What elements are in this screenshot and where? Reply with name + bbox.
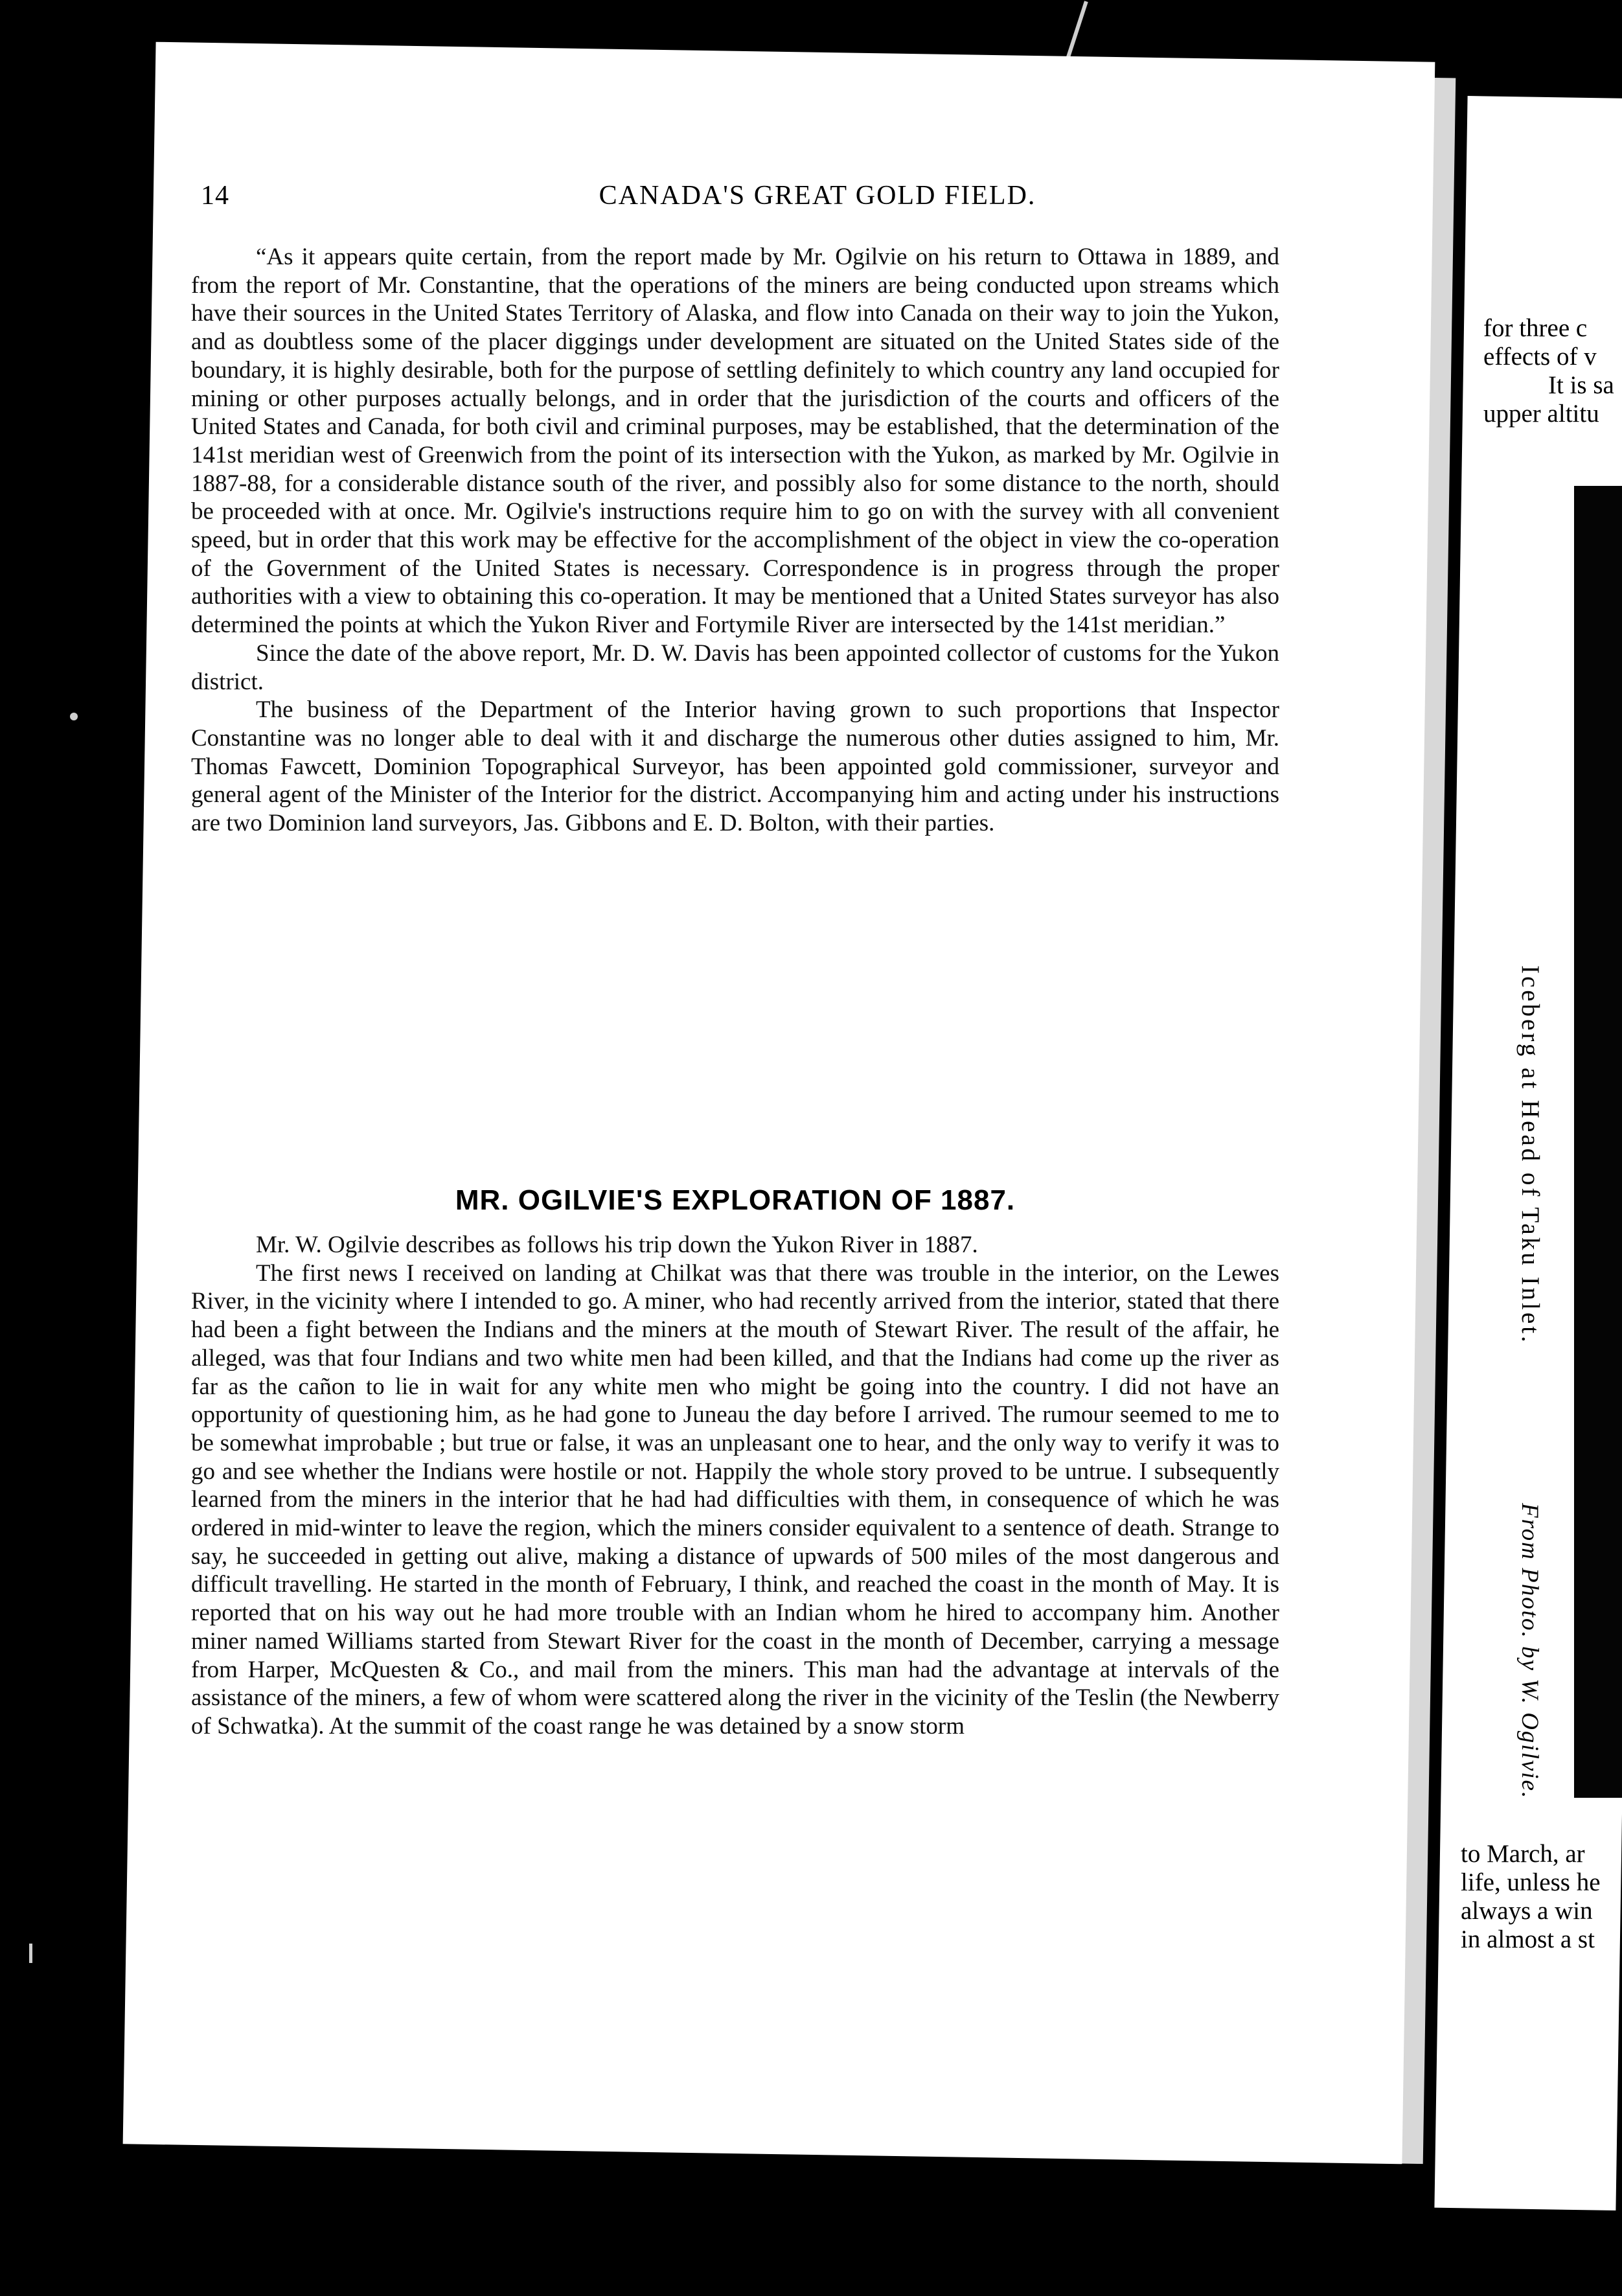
body-text-bottom (191, 1231, 1279, 1741)
scan-artifact-left-bottom (29, 1944, 32, 1963)
right-bottom-line: in almost a st (1461, 1925, 1595, 1953)
right-top-line: for three c (1483, 314, 1588, 342)
section-heading: MR. OGILVIE'S EXPLORATION OF 1887. (455, 1184, 1016, 1216)
photo-caption: Iceberg at Head of Taku Inlet. (1516, 965, 1544, 1345)
running-title: CANADA'S GREAT GOLD FIELD. (599, 181, 1036, 211)
right-bottom-line: always a win (1461, 1897, 1593, 1925)
paragraph-report-quote: “As it appears quite certain, from the report made by Mr. Ogilvie on his return to Ottawa in 1889, and from the report of Mr. Constantine, that the operations of the miners are being conducted upon streams which have their sources in the United States Territory of Alaska, and flow into Canada on their way to join the Yukon, and as doubtless some of the placer diggings under development are situated on the United States side of the boundary, it is highly desirable, both for the purpose of settling definitely to which country any land occupied for mining or other purposes actually belongs, and in order that the jurisdiction of the courts and officers of the United States and Canada, for both civil and criminal purposes, may be established, that the determination of the 141st meridian west of Greenwich from the point of its intersection with the Yukon, as marked by Mr. Ogilvie in 1887-88, for a considerable distance south of the river, and possibly also for some distance to the north, should be proceeded with at once. Mr. Ogilvie's instructions require him to go on with the survey with all convenient speed, but in order that this work may be effective for the accomplishment of the object in view the co-operation of the Government of the United States is necessary. Correspondence is in progress through the proper authorities with a view to obtaining this co-operation. It may be mentioned that a United States surveyor has also determined the points at which the Yukon River and Fortymile River are intersected by the 141st meridian.” (191, 244, 1279, 639)
paragraph-davis: Since the date of the above report, Mr. D. W. Davis has been appointed collector of customs for the Yukon district. (191, 639, 1279, 695)
right-top-line: upper altitu (1483, 400, 1599, 428)
photo-plate (1574, 486, 1622, 1798)
right-top-line: It is sa (1548, 371, 1614, 399)
right-top-line: effects of v (1483, 343, 1597, 371)
right-bottom-line: to March, ar (1461, 1840, 1585, 1868)
paragraph-chilkat: The first news I received on landing at Chilkat was that there was trouble in the interior, on the Lewes River, in the vicinity where I intended to go. A miner, who had recently arrived from the interior, stated that there had been a fight between the Indians and the miners at the mouth of Stewart River. The result of the affair, he alleged, was that four Indians and two white men had been killed, and that the Indians had come up the river as far as the cañon to lie in wait for any white men who might be going into the country. I did not have an opportunity of questioning him, as he had gone to Juneau the day before I arrived. The rumour seemed to me to be somewhat improbable ; but true or false, it was an unpleasant one to hear, and the only way to verify it was to go and see whether the Indians were hostile or not. Happily the whole story proved to be untrue. I subsequently learned from the miners in the interior that he had had difficulties with them, in consequence of which he was ordered in mid-winter to leave the region, which the miners consider equivalent to a sentence of death. Strange to say, he succeeded in getting out alive, making a distance of upwards of 500 miles of the most dangerous and difficult travelling. He started in the month of February, I think, and reached the coast in the month of May. It is reported that on his way out he had more trouble with an Indian whom he hired to accompany him. Another miner named Williams started from Stewart River for the coast in the month of December, carrying a message from Harper, McQuesten & Co., and mail from the miners. This man had the advantage at intervals of the assistance of the miners, a few of whom were scattered along the river in the vicinity of the Teslin (the Newberry of Schwatka). At the summit of the coast range he was detained by a snow storm (191, 1259, 1279, 1739)
scan-artifact-left (70, 713, 78, 720)
right-page-bottom-text (1461, 1840, 1622, 1954)
right-page-top-text (1483, 314, 1622, 428)
page-number: 14 (201, 181, 229, 211)
scan-artifact-top (1066, 1, 1088, 57)
paragraph-fawcett: The business of the Department of the Interior having grown to such proportions that Inspector Constantine was no longer able to deal with it and discharge the numerous other duties assigned to him, Mr. Thomas Fawcett, Dominion Topographical Surveyor, has been appointed gold commissioner, surveyor and general agent of the Minister of the Interior for the district. Accompanying him and acting under his instructions are two Dominion land surveyors, Jas. Gibbons and E. D. Bolton, with their parties. (191, 696, 1279, 837)
photo-credit: From Photo. by W. Ogilvie. (1516, 1503, 1543, 1800)
right-bottom-line: life, unless he (1461, 1868, 1601, 1896)
running-head (201, 180, 1434, 219)
paragraph-intro: Mr. W. Ogilvie describes as follows his trip down the Yukon River in 1887. (256, 1232, 978, 1258)
body-text-top (191, 243, 1279, 838)
